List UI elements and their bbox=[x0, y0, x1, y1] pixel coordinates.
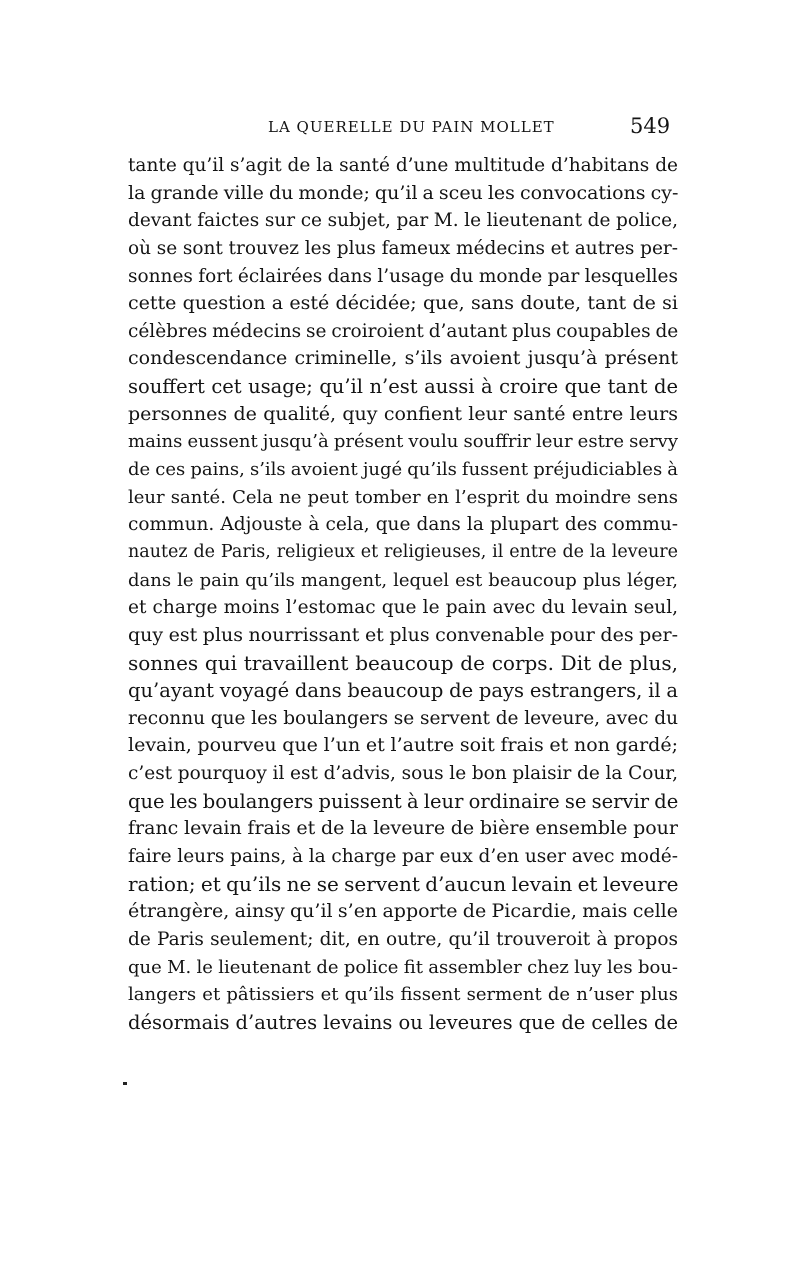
text-line: langers et pâtissiers et qu’ils fissent serment de n’user plus bbox=[128, 984, 678, 1006]
text-line: c’est pourquoy il est d’advis, sous le bon plaisir de la Cour, bbox=[128, 763, 678, 785]
text-line: personnes de qualité, quy confient leur santé entre leurs bbox=[128, 402, 678, 425]
text-line: quy est plus nourrissant et plus convenable pour des per- bbox=[128, 623, 678, 646]
text-line: cette question a esté décidée; que, sans doute, tant de si bbox=[128, 292, 678, 315]
text-line: franc levain frais et de la leveure de bière ensemble pour bbox=[128, 817, 678, 840]
text-line: la grande ville du monde; qu’il a sceu les convocations cy- bbox=[128, 181, 679, 204]
text-line: tante qu’il s’agit de la santé d’une multitude d’habitans de bbox=[128, 155, 678, 176]
text-line: souffert cet usage; qu’il n’est aussi à croire que tant de bbox=[128, 375, 678, 399]
body-text bbox=[128, 152, 678, 1037]
text-line: qu’ayant voyagé dans beaucoup de pays estrangers, il a bbox=[128, 679, 678, 703]
text-line: levain, pourveu que l’un et l’autre soit frais et non gardé; bbox=[128, 734, 678, 757]
text-line: devant faictes sur ce subjet, par M. le lieutenant de police, bbox=[128, 210, 678, 232]
running-title: LA QUERELLE DU PAIN MOLLET bbox=[268, 118, 555, 136]
text-line: que les boulangers puissent à leur ordinaire se servir de bbox=[128, 789, 679, 813]
text-line: sonnes fort éclairées dans l’usage du monde par lesquelles bbox=[128, 265, 678, 287]
text-line: faire leurs pains, à la charge par eux d’en user avec modé- bbox=[128, 846, 678, 868]
text-line: mains eussent jusqu’à présent voulu souffrir leur estre servy bbox=[128, 431, 678, 453]
text-line: où se sont trouvez les plus fameux médecins et autres per- bbox=[128, 237, 678, 259]
text-line: célèbres médecins se croiroient d’autant plus coupables de bbox=[128, 320, 679, 342]
text-line: commun. Adjouste à cela, que dans la plupart des commu- bbox=[128, 514, 678, 536]
text-line: ration; et qu’ils ne se servent d’aucun levain et leveure bbox=[128, 871, 679, 896]
text-line: de ces pains, s’ils avoient jugé qu’ils fussent préjudiciables à bbox=[128, 459, 678, 481]
text-line: leur santé. Cela ne peut tomber en l’esprit du moindre sens bbox=[128, 486, 678, 508]
page-number: 549 bbox=[630, 114, 671, 138]
text-line: de Paris seulement; dit, en outre, qu’il trouveroit à propos bbox=[128, 928, 678, 950]
text-line: condescendance criminelle, s’ils avoient jusqu’à présent bbox=[128, 347, 678, 370]
text-line: reconnu que les boulangers se servent de leveure, avec du bbox=[128, 707, 678, 729]
print-speck bbox=[123, 1082, 127, 1085]
text-line: que M. le lieutenant de police fit assembler chez luy les bou- bbox=[128, 956, 678, 978]
text-line: sonnes qui travaillent beaucoup de corps. Dit de plus, bbox=[128, 650, 678, 675]
text-line: dans le pain qu’ils mangent, lequel est beaucoup plus léger, bbox=[128, 569, 678, 591]
text-line: nautez de Paris, religieux et religieuses, il entre de la leveure bbox=[128, 541, 678, 562]
text-line: désormais d’autres levains ou leveures que de celles de bbox=[128, 1010, 678, 1034]
text-line: et charge moins l’estomac que le pain avec du levain seul, bbox=[128, 597, 678, 619]
text-line: étrangère, ainsy qu’il s’en apporte de Picardie, mais celle bbox=[128, 900, 678, 923]
